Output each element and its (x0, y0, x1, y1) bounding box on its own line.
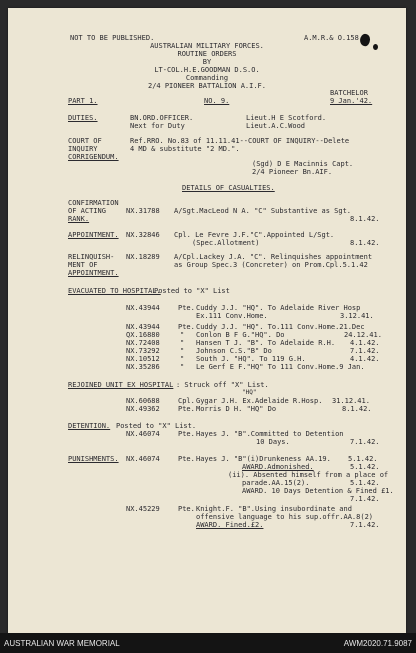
service-number: NX.73292 (126, 347, 160, 355)
service-number: NX.49362 (126, 405, 160, 413)
casualty-entry: Johnson C.S."B" Do (196, 347, 272, 355)
relinquishment-text: as Group Spec.3 (Concreter) on Prom.Cpl.5.1.42 (174, 261, 368, 269)
handwritten-insert: "HQ" (242, 389, 257, 396)
place-name: BATCHELOR (330, 89, 368, 97)
rank: " (180, 331, 185, 339)
order-date: 9 Jan.'42. (330, 97, 373, 105)
service-number: NX.18289 (126, 253, 160, 261)
rank: " (180, 355, 185, 363)
duties-label: DUTIES. (68, 114, 98, 122)
punishment-award: AWARD. 10 Days Detention & Fined £1. (242, 487, 394, 495)
next-duty-role: Next for Duty (130, 122, 185, 130)
rank: Pte. (178, 455, 195, 463)
relinquishment-text: A/Cpl.Lackey J.A. "C". Relinquishes appointment (174, 253, 373, 261)
casualty-entry: Conlon B F G."HQ". Do (196, 331, 285, 339)
rank: Pte. (178, 430, 195, 438)
casualty-entry: Le Gerf E F."HQ" To 111 Conv.Home.9 Jan. (196, 363, 365, 371)
punishments-label: PUNISHMENTS. (68, 455, 119, 463)
confirmation-label: OF ACTING (68, 207, 106, 215)
punishment-award: AWARD. Fined.£2. (196, 521, 264, 529)
archive-footer (0, 633, 416, 653)
evacuated-intro: Posted to "X" List (154, 287, 230, 295)
detention-text: 10 Days. (256, 438, 290, 446)
punishment-date: 5.1.42. (350, 463, 380, 471)
appointment-date: 8.1.42. (350, 239, 380, 247)
commanding-line: Commanding (185, 74, 229, 82)
appointment-text: Cpl. Le Fevre J.F."C".Appointed L/Sgt. (174, 231, 335, 239)
service-number: NX.35286 (126, 363, 160, 371)
rank: " (180, 347, 185, 355)
part-label: PART 1. (68, 97, 98, 105)
casualty-date: 31.12.41. (332, 397, 370, 405)
service-number: NX.31788 (126, 207, 160, 215)
casualty-entry: South J. "HQ". To 119 G.H. (196, 355, 306, 363)
service-number: NX.60688 (126, 397, 160, 405)
punishment-text: Knight.F. "B".Using insubordinate and (196, 505, 352, 513)
punishment-date: 7.1.42. (350, 495, 380, 503)
duty-name: Lieut.H E Scotford. (246, 114, 327, 122)
inquiry-signature-unit: 2/4 Pioneer Bn.AIF. (252, 168, 333, 176)
inquiry-label: COURT OF (68, 137, 102, 145)
footer-accession: AWM2020.71.9087 (343, 639, 412, 648)
footer-institution: AUSTRALIAN WAR MEMORIAL (4, 639, 120, 648)
punishment-text: Hayes J. "B"(i)Drunkeness AA.19. (196, 455, 331, 463)
appointment-text: (Spec.Allotment) (192, 239, 260, 247)
not-published-notice: NOT TO BE PUBLISHED. (70, 34, 155, 42)
reference-number: A.M.R.& O.158 (304, 34, 359, 42)
detention-text: Hayes J. "B".Committed to Detention (196, 430, 344, 438)
service-number: NX.45229 (126, 505, 160, 513)
service-number: NX.43944 (126, 323, 160, 331)
confirmation-text: A/Sgt.MacLeod N A. "C" Substantive as Sgt. (174, 207, 352, 215)
relinquishment-label: MENT OF (68, 261, 98, 269)
inquiry-signature: (Sgd) D E Macinnis Capt. (252, 160, 354, 168)
rank: " (180, 363, 185, 371)
evacuated-label: EVACUATED TO HOSPITAL. (68, 287, 161, 295)
service-number: NX.43944 (126, 304, 160, 312)
inquiry-text: 4 MD & substitute "2 MD.". (130, 145, 240, 153)
punishment-text: parade.AA.15(2). (242, 479, 310, 487)
punishment-date: 5.1.42. (350, 479, 380, 487)
inquiry-text: Ref.RRO. No.83 of 11.11.41--COURT OF INQUIRY--Delete (130, 137, 350, 145)
confirmation-date: 8.1.42. (350, 215, 380, 223)
rank: " (180, 339, 185, 347)
detention-label: DETENTION. (68, 422, 111, 430)
casualty-date: 7.1.42. (350, 347, 380, 355)
casualty-date: 4.1.42. (350, 339, 380, 347)
rank: Pte. (178, 304, 195, 312)
service-number: NX.46074 (126, 455, 160, 463)
service-number: NX.72408 (126, 339, 160, 347)
battalion-name: 2/4 PIONEER BATTALION A.I.F. (147, 82, 266, 90)
confirmation-label: RANK. (68, 215, 90, 223)
punishment-date: 5.1.42. (348, 455, 378, 463)
casualty-date: 8.1.42. (342, 405, 372, 413)
casualty-entry: Morris D H. "HQ" Do (196, 405, 277, 413)
confirmation-label: CONFIRMATION (68, 199, 119, 207)
rejoined-label: REJOINED UNIT EX HOSPITAL (68, 381, 174, 389)
rejoined-intro: : Struck off "X" List. (176, 381, 269, 389)
service-number: NX.32846 (126, 231, 160, 239)
order-number: NO. 9. (204, 97, 230, 105)
casualty-entry: Cuddy J.J. "HQ". To Adelaide River Hosp (196, 304, 361, 312)
appointment-label: APPOINTMENT. (68, 231, 119, 239)
casualty-date: 3.12.41. (340, 312, 374, 320)
detention-date: 7.1.42. (350, 438, 380, 446)
force-title: AUSTRALIAN MILITARY FORCES. (150, 42, 264, 50)
service-number: NX.10512 (126, 355, 160, 363)
punishment-date: 7.1.42. (350, 521, 380, 529)
casualty-date: 24.12.41. (344, 331, 382, 339)
casualty-entry: Gygar J.H. Ex.Adelaide R.Hosp. (196, 397, 323, 405)
duty-role: BN.ORD.OFFICER. (130, 114, 194, 122)
service-number: QX.16880 (126, 331, 160, 339)
commander-name: LT-COL.H.E.GOODMAN D.S.O. (154, 66, 260, 74)
casualty-date: 4.1.42. (350, 355, 380, 363)
inquiry-label: CORRIGENDUM. (68, 153, 119, 161)
document-page (8, 8, 406, 633)
casualty-entry: Cuddy J.J. "HQ". To.111 Conv.Home.21.Dec (196, 323, 365, 331)
punishment-text: (ii). Absented himself from a place of (228, 471, 389, 479)
casualty-entry: Hansen T J. "B". To Adelaide R.H. (196, 339, 336, 347)
next-duty-name: Lieut.A.C.Wood (246, 122, 306, 130)
rank: Pte. (178, 505, 195, 513)
casualties-title: DETAILS OF CASUALTIES. (182, 184, 275, 192)
punishment-award: AWARD.Admonished. (242, 463, 314, 471)
relinquishment-label: RELINQUISH- (68, 253, 115, 261)
rank: Cpl. (178, 397, 195, 405)
detention-intro: Posted to "X" List. (116, 422, 197, 430)
service-number: NX.46074 (126, 430, 160, 438)
by-line: BY (202, 58, 212, 66)
casualty-entry: Ex.111 Conv.Home. (196, 312, 268, 320)
relinquishment-label: APPOINTMENT. (68, 269, 119, 277)
orders-title: ROUTINE ORDERS (177, 50, 237, 58)
rank: Pte. (178, 405, 195, 413)
inquiry-label: INQUIRY (68, 145, 98, 153)
punishment-text: offensive language to his sup.offr.AA.8(2) (196, 513, 374, 521)
rank: Pte. (178, 323, 195, 331)
